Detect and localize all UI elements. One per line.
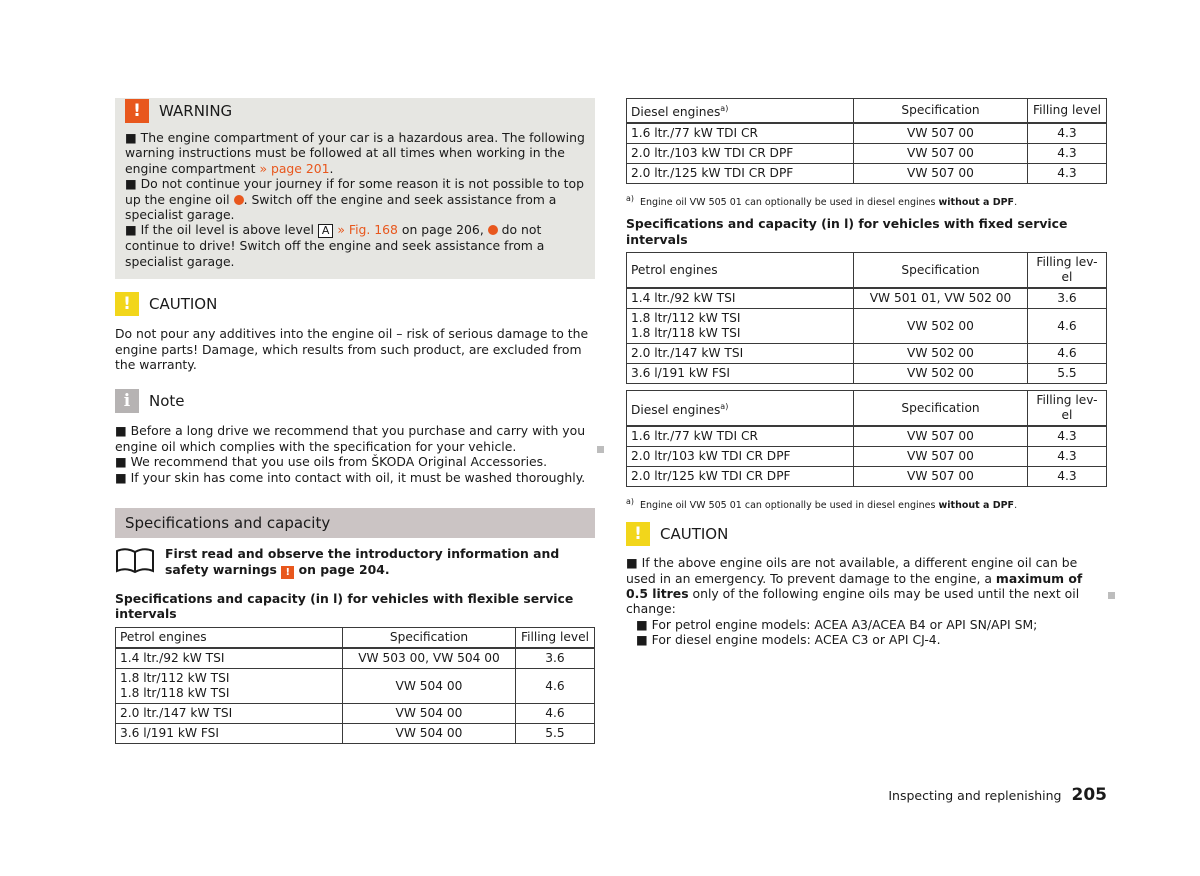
stop-light-icon <box>488 225 498 235</box>
footnote-2: $^{a)}$ Engine oil VW 505 01 can optionally be used in diesel engines without a DPF. <box>626 497 1018 512</box>
end-marker <box>597 446 604 453</box>
caution-title: CAUTION <box>149 295 218 314</box>
right-column <box>626 98 1107 648</box>
flex-heading: Specifications and capacity (in l) for vehicles with flexible service intervals <box>115 590 574 621</box>
table-row: 1.4 ltr./92 kW TSI VW 503 00, VW 504 00 3.6 <box>116 648 595 669</box>
footnote-1: $^{a)}$ Engine oil VW 505 01 can optionally be used in diesel engines without a DPF. <box>626 194 1018 209</box>
fixed-petrol-table: Petrol engines Specification Filling lev- el 1.4 ltr./92 kW TSI VW 501 01, VW 502 00 3.6 1.8 ltr/112 kW TSI 1.8 ltr/118 kW TSI VW 502 00 4.6 2.0 ltr./147 kW TSI VW 502 00 4.6 3.6 l/191 kW FSI VW 502 00 5.5 <box>626 252 1107 384</box>
table-row: 1.6 ltr./77 kW TDI CR VW 507 00 4.3 <box>627 426 1107 447</box>
table-row: 2.0 ltr/125 kW TDI CR DPF VW 507 00 4.3 <box>627 467 1107 487</box>
caution-exclamation-icon: ! <box>115 292 139 316</box>
flex-diesel-table: Diesel engines$^{a)}$ Specification Filling level 1.6 ltr./77 kW TDI CR VW 507 00 4.3 2.0 ltr./103 kW TDI CR DPF VW 507 00 4.3 2.0 ltr./125 kW TDI CR DPF VW 507 00 4.3 <box>626 98 1107 184</box>
caution2-bullet-2: ■ For diesel engine models: ACEA C3 or API CJ-4. <box>636 632 941 648</box>
caution-title: CAUTION <box>660 525 729 544</box>
caution-text: Do not pour any additives into the engine oil – risk of serious damage to the engine parts! Damage, which results from such product, are excluded from the warranty. <box>115 326 589 373</box>
page-footer <box>888 785 1107 805</box>
warning-bullet-3: ■ If the oil level is above level A » Fig. 168 on page 206, do not continue to drive! Switch off the engine and seek assistance from a specialist garage. <box>125 222 545 269</box>
section-title-bar: Specifications and capacity <box>115 508 595 538</box>
warning-bullet-2: ■ Do not continue your journey if for some reason it is not possible to top up the engine oil . Switch off the engine and seek assistance from a specialist garage. <box>125 176 584 223</box>
caution2-text: ■ If the above engine oils are not available, a different engine oil can be used in an emergency. To prevent damage to the engine, a maximum of 0.5 litres only of the following engine oils may be used until the next oil change: <box>626 555 1083 617</box>
note-bullet-1: ■ Before a long drive we recommend that you purchase and carry with you engine oil which complies with the specification for your vehicle. <box>115 423 586 454</box>
table-row: 1.4 ltr./92 kW TSI VW 501 01, VW 502 00 3.6 <box>627 288 1107 309</box>
caution-block-1 <box>115 291 595 372</box>
page-link-201[interactable]: » page 201 <box>259 160 330 176</box>
note-block <box>115 388 595 485</box>
intro-text: First read and observe the introductory information and safety warnings ! on page 204. <box>165 546 560 578</box>
warning-small-icon: ! <box>281 566 294 579</box>
warning-bullet-1: ■ The engine compartment of your car is a hazardous area. The following warning instructions must be followed at all times when working in the engine compartment » page 201. <box>125 130 585 176</box>
note-bullet-2: ■ We recommend that you use oils from ŠKODA Original Accessories. <box>115 454 548 470</box>
fixed-diesel-table: Diesel engines$^{a)}$ Specification Filling lev- el 1.6 ltr./77 kW TDI CR VW 507 00 4.3 2.0 ltr/103 kW TDI CR DPF VW 507 00 4.3 2.0 ltr/125 kW TDI CR DPF VW 507 00 4.3 <box>626 390 1107 487</box>
page-number: 205 <box>1071 785 1107 805</box>
caution-exclamation-icon: ! <box>626 522 650 546</box>
warning-box <box>115 98 595 279</box>
stop-light-icon <box>234 195 244 205</box>
note-title: Note <box>149 392 185 411</box>
fixed-heading: Specifications and capacity (in l) for vehicles with fixed service intervals <box>626 216 1068 247</box>
chapter-title: Inspecting and replenishing <box>888 788 1062 803</box>
intro-notice <box>115 546 595 578</box>
figure-link-168[interactable]: » Fig. 168 <box>337 222 398 238</box>
table-row: 3.6 l/191 kW FSI VW 504 00 5.5 <box>116 724 595 744</box>
level-a-box: A <box>318 224 334 238</box>
flex-petrol-table: Petrol engines Specification Filling level 1.4 ltr./92 kW TSI VW 503 00, VW 504 00 3.6 1.8 ltr/112 kW TSI 1.8 ltr/118 kW TSI VW 504 00 4.6 2.0 ltr./147 kW TSI VW 504 00 4.6 3.6 l/191 kW FSI VW 504 00 5.5 <box>115 627 595 744</box>
table-row: 1.6 ltr./77 kW TDI CR VW 507 00 4.3 <box>627 123 1107 144</box>
left-column <box>115 98 595 744</box>
caution2-bullet-1: ■ For petrol engine models: ACEA A3/ACEA B4 or API SN/API SM; <box>636 616 1038 632</box>
table-row: 2.0 ltr./147 kW TSI VW 504 00 4.6 <box>116 704 595 724</box>
book-icon <box>115 546 155 574</box>
info-icon: i <box>115 389 139 413</box>
end-marker <box>1108 592 1115 599</box>
table-row: 1.8 ltr/112 kW TSI 1.8 ltr/118 kW TSI VW 502 00 4.6 <box>627 309 1107 344</box>
warning-title: WARNING <box>159 102 233 120</box>
table-row: 2.0 ltr./125 kW TDI CR DPF VW 507 00 4.3 <box>627 164 1107 184</box>
warning-exclamation-icon: ! <box>125 99 149 123</box>
note-bullet-3: ■ If your skin has come into contact with oil, it must be washed thoroughly. <box>115 469 586 485</box>
table-row: 2.0 ltr./103 kW TDI CR DPF VW 507 00 4.3 <box>627 144 1107 164</box>
table-row: 2.0 ltr./147 kW TSI VW 502 00 4.6 <box>627 344 1107 364</box>
table-row: 1.8 ltr/112 kW TSI 1.8 ltr/118 kW TSI VW 504 00 4.6 <box>116 669 595 704</box>
caution-block-2 <box>626 521 1107 647</box>
table-row: 2.0 ltr/103 kW TDI CR DPF VW 507 00 4.3 <box>627 447 1107 467</box>
table-row: 3.6 l/191 kW FSI VW 502 00 5.5 <box>627 364 1107 384</box>
